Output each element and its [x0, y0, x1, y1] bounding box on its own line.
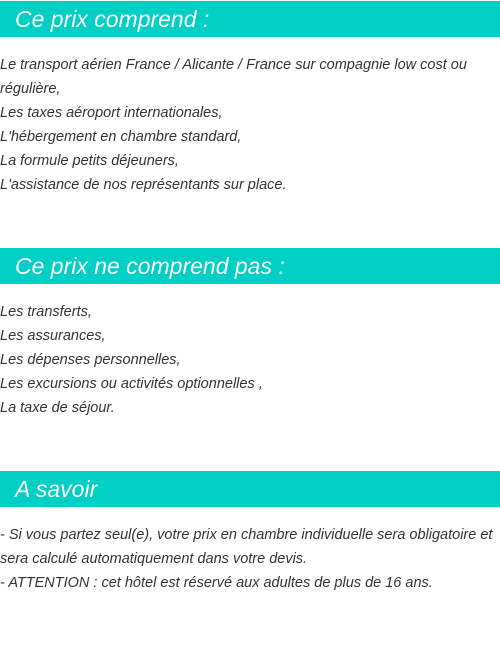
list-item: - Si vous partez seul(e), votre prix en chambre individuelle sera obligatoire et sera calculé automatiquement dans votre devis.	[0, 527, 493, 567]
section-header-good-to-know	[0, 471, 500, 507]
list-item: L'hébergement en chambre standard,	[0, 129, 242, 145]
list-item: - ATTENTION : cet hôtel est réservé aux adultes de plus de 16 ans.	[0, 575, 433, 591]
list-item: Les transferts,	[0, 304, 92, 320]
section-body-included	[0, 53, 498, 197]
section-header-included	[0, 1, 500, 37]
section-body-not-included	[0, 300, 498, 420]
list-item: Le transport aérien France / Alicante / France sur compagnie low cost ou régulière,	[0, 57, 467, 97]
section-body-good-to-know	[0, 523, 498, 595]
list-item: L'assistance de nos représentants sur place.	[0, 177, 287, 193]
section-title-not-included: Ce prix ne comprend pas :	[15, 253, 285, 279]
section-header-not-included	[0, 248, 500, 284]
list-item: La formule petits déjeuners,	[0, 153, 179, 169]
section-title-included: Ce prix comprend :	[15, 6, 210, 32]
list-item: Les assurances,	[0, 328, 106, 344]
section-title-good-to-know: A savoir	[15, 476, 98, 502]
list-item: Les taxes aéroport internationales,	[0, 105, 223, 121]
list-item: La taxe de séjour.	[0, 400, 115, 416]
list-item: Les excursions ou activités optionnelles ,	[0, 376, 263, 392]
list-item: Les dépenses personnelles,	[0, 352, 181, 368]
